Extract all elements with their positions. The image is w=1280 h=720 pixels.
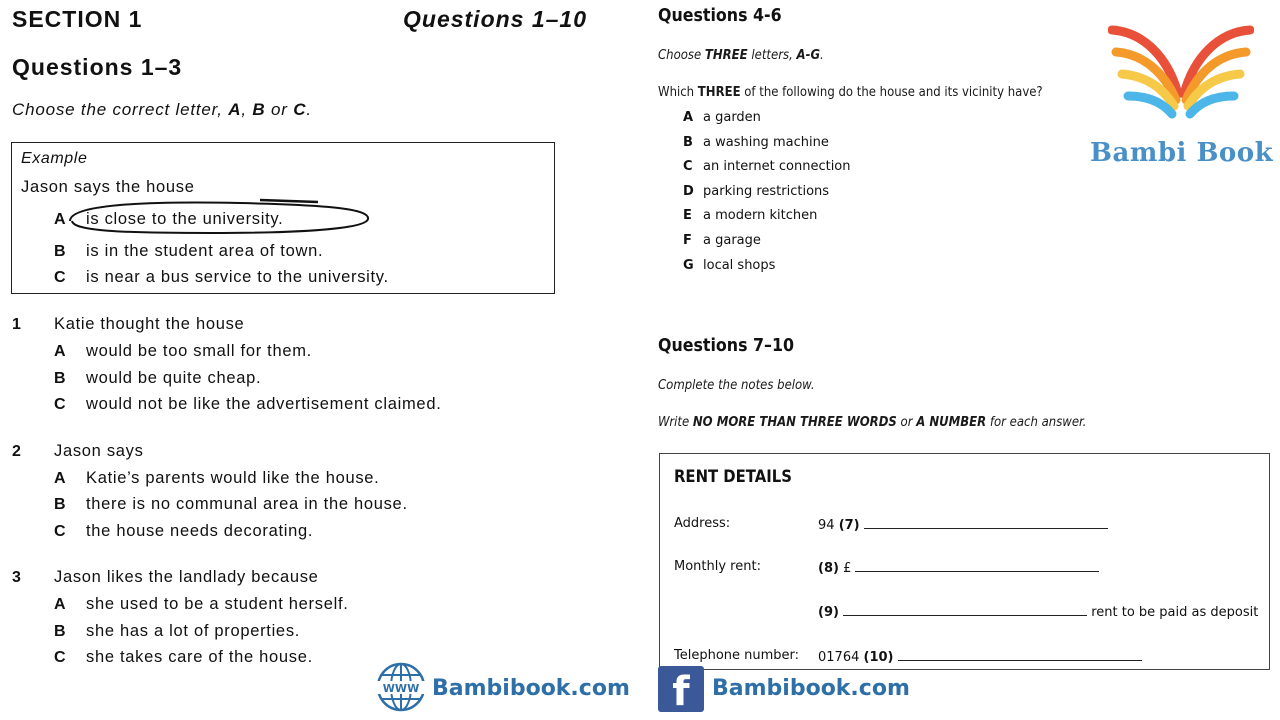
questions-7-10-title: Questions 7–10 (658, 335, 795, 356)
address-label: Address: (674, 516, 731, 531)
example-option-letter: B (54, 243, 66, 260)
option-text: she takes care of the house. (86, 648, 313, 666)
option-text: a garden (703, 110, 761, 125)
globe-icon (376, 662, 426, 712)
answer-blank-7[interactable] (864, 516, 1108, 529)
monthly-rent-answer[interactable]: (8) £ (818, 559, 1099, 576)
option-letter: C (54, 649, 66, 666)
option-letter: B (54, 623, 66, 640)
option-letter: A (54, 343, 66, 360)
option-letter: B (54, 370, 66, 387)
answer-blank-9[interactable] (843, 603, 1087, 616)
option-text: an internet connection (703, 159, 851, 174)
option-text: would be too small for them. (86, 342, 312, 360)
website-link[interactable]: Bambibook.com (432, 676, 630, 701)
example-option-letter: C (54, 269, 66, 286)
bambi-book-logo-icon (1108, 22, 1254, 126)
option-letter: A (683, 110, 694, 125)
option-text: parking restrictions (703, 184, 830, 199)
monthly-rent-label: Monthly rent: (674, 559, 761, 574)
question-number: 1 (12, 316, 21, 333)
address-answer[interactable]: 94 (7) (818, 516, 1108, 533)
facebook-icon[interactable]: f (658, 666, 704, 712)
option-letter: B (54, 496, 66, 513)
option-letter: G (683, 258, 694, 273)
questions-4-6-title: Questions 4-6 (658, 5, 782, 26)
example-stem: Jason says the house (21, 178, 195, 196)
option-text: a modern kitchen (703, 208, 818, 223)
example-option-text: is in the student area of town. (86, 242, 324, 260)
rent-details-title: RENT DETAILS (674, 467, 792, 486)
option-text: she used to be a student herself. (86, 595, 349, 613)
option-text: a garage (703, 233, 761, 248)
option-text: would be quite cheap. (86, 369, 262, 387)
option-letter: B (683, 135, 693, 150)
questions-4-6-instruction: Choose THREE letters, A-G. (658, 48, 824, 63)
option-letter: C (683, 159, 693, 174)
question-stem: Katie thought the house (54, 315, 245, 333)
option-letter: A (54, 470, 66, 487)
question-stem: Jason likes the landlady because (54, 568, 319, 586)
option-text: she has a lot of properties. (86, 622, 301, 640)
option-letter: F (683, 233, 692, 248)
facebook-link[interactable]: Bambibook.com (712, 676, 910, 701)
option-letter: C (54, 523, 66, 540)
option-text: Katie’s parents would like the house. (86, 469, 380, 487)
answer-blank-8[interactable] (855, 559, 1099, 572)
example-option-text: is near a bus service to the university. (86, 268, 389, 286)
telephone-label: Telephone number: (674, 648, 800, 663)
question-stem: Jason says (54, 442, 144, 460)
example-option-text: is close to the university. (86, 210, 284, 228)
question-number: 3 (12, 569, 21, 586)
question-number: 2 (12, 443, 21, 460)
telephone-answer[interactable]: 01764 (10) (818, 648, 1142, 665)
example-option-letter: A (54, 211, 66, 228)
option-text: the house needs decorating. (86, 522, 314, 540)
deposit-answer[interactable]: (9) rent to be paid as deposit (818, 605, 1259, 620)
section-title: SECTION 1 (12, 6, 143, 32)
questions-1-3-title: Questions 1–3 (12, 54, 183, 80)
option-text: would not be like the advertisement claimed. (86, 395, 442, 413)
option-letter: A (54, 596, 66, 613)
globe-icon-label: WWW (382, 682, 420, 695)
option-letter: C (54, 396, 66, 413)
option-letter: E (683, 208, 692, 223)
questions-4-6-question: Which THREE of the following do the house and its vicinity have? (658, 85, 1043, 100)
option-text: there is no communal area in the house. (86, 495, 408, 513)
option-text: a washing machine (703, 135, 829, 150)
option-letter: D (683, 184, 694, 199)
questions-7-10-instruction: Complete the notes below. (658, 378, 815, 393)
bambi-book-logo-text: Bambi Book (1090, 138, 1274, 168)
answer-blank-10[interactable] (898, 648, 1142, 661)
example-label: Example (21, 150, 88, 167)
questions-7-10-word-limit: Write NO MORE THAN THREE WORDS or A NUMBER for each answer. (658, 415, 1087, 430)
section-range: Questions 1–10 (403, 6, 588, 32)
option-text: local shops (703, 258, 776, 273)
questions-1-3-instruction: Choose the correct letter, A, B or C. (12, 100, 312, 119)
